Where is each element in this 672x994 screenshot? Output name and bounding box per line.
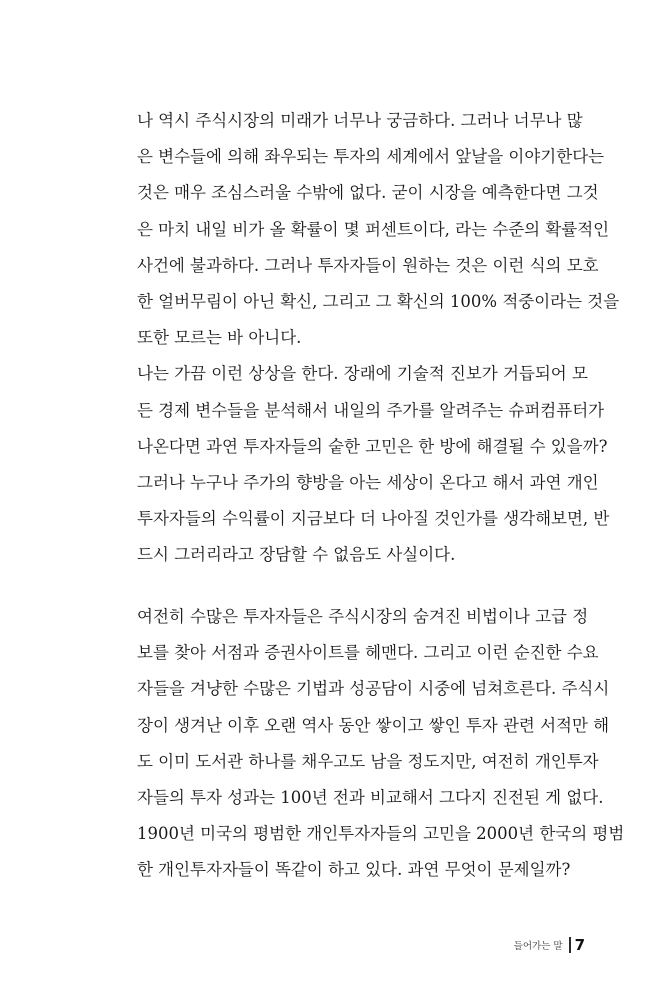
text-line: 도 이미 도서관 하나를 채우고도 남을 정도지만, 여전히 개인투자 bbox=[137, 751, 599, 771]
page-footer bbox=[514, 935, 585, 955]
text-line: 든 경제 변수들을 분석해서 내일의 주가를 알려주는 슈퍼컴퓨터가 bbox=[137, 400, 605, 420]
text-line: 또한 모르는 바 아니다. bbox=[137, 328, 302, 348]
text-line: 나 역시 주식시장의 미래가 너무나 궁금하다. 그러나 너무나 많 bbox=[137, 111, 583, 130]
text-block-top bbox=[120, 103, 620, 574]
paragraph-3 bbox=[120, 599, 625, 889]
text-line: 자들의 투자 성과는 100년 전과 비교해서 그다지 진전된 게 없다. bbox=[137, 788, 604, 808]
text-line: 드시 그러리라고 장담할 수 없음도 사실이다. bbox=[137, 545, 456, 565]
text-line: 보를 찾아 서점과 증권사이트를 헤맨다. 그리고 이런 순진한 수요 bbox=[137, 643, 599, 663]
text-line: 1900년 미국의 평범한 개인투자자들의 고민을 2000년 한국의 평범 bbox=[137, 824, 625, 844]
text-line: 은 마치 내일 비가 올 확률이 몇 퍼센트이다, 라는 수준의 확률적인 bbox=[137, 219, 610, 239]
text-line: 은 변수들에 의해 좌우되는 투자의 세계에서 앞날을 이야기한다는 bbox=[137, 147, 605, 167]
text-line: 여전히 수많은 투자자들은 주식시장의 숨겨진 비법이나 고급 정 bbox=[137, 607, 589, 626]
text-line: 그러나 누구나 주가의 향방을 아는 세상이 온다고 해서 과연 개인 bbox=[137, 473, 599, 493]
section-label: 들어가는 말 bbox=[513, 941, 563, 952]
text-line: 한 얼버무림이 아닌 확신, 그리고 그 확신의 100% 적중이라는 것을 bbox=[137, 292, 620, 312]
text-line: 자들을 겨냥한 수많은 기법과 성공담이 시중에 넘쳐흐른다. 주식시 bbox=[137, 679, 610, 699]
text-line: 사건에 불과하다. 그러나 투자자들이 원하는 것은 이런 식의 모호 bbox=[137, 255, 599, 275]
text-block-bottom bbox=[120, 599, 625, 889]
text-line: 장이 생겨난 이후 오랜 역사 동안 쌓이고 쌓인 투자 관련 서적만 해 bbox=[137, 715, 610, 735]
text-line: 나는 가끔 이런 상상을 한다. 장래에 기술적 진보가 거듭되어 모 bbox=[137, 364, 588, 384]
text-line: 한 개인투자자들이 똑같이 하고 있다. 과연 무엇이 문제일까? bbox=[137, 860, 571, 880]
page-number: 7 bbox=[574, 936, 585, 954]
text-line: 것은 매우 조심스러울 수밖에 없다. 굳이 시장을 예측한다면 그것 bbox=[137, 183, 599, 203]
paragraph-1 bbox=[120, 103, 620, 356]
paragraph-2 bbox=[120, 356, 610, 573]
text-line: 투자자들의 수익률이 지금보다 더 나아질 것인가를 생각해보면, 반 bbox=[137, 509, 610, 529]
footer-divider bbox=[569, 937, 571, 953]
text-line: 나온다면 과연 투자자들의 숱한 고민은 한 방에 해결될 수 있을까? bbox=[137, 436, 608, 456]
